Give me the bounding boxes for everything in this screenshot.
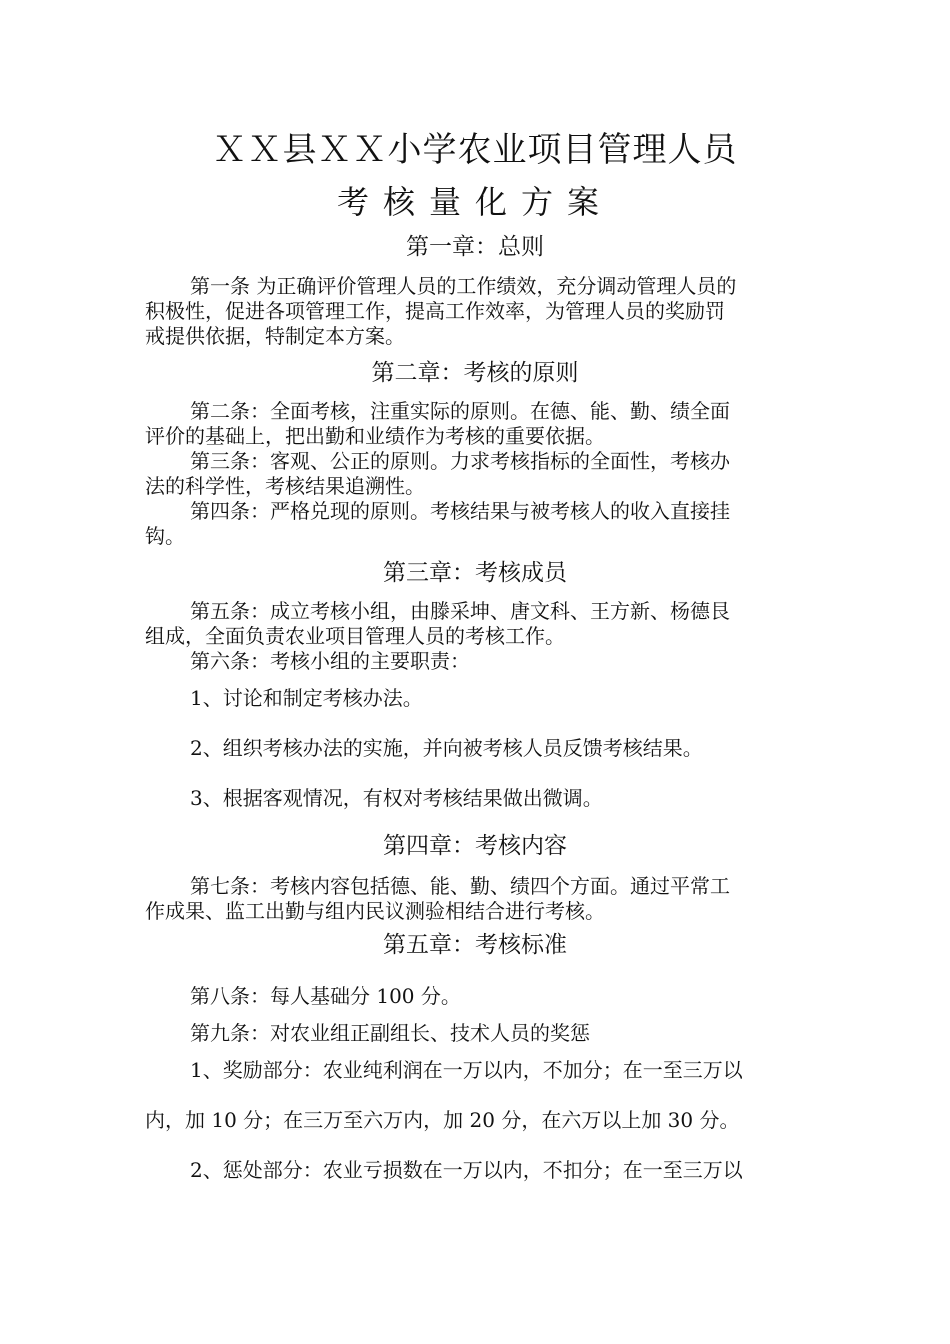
article-2-line-2: 评价的基础上，把出勤和业绩作为考核的重要依据。 [145,424,605,448]
chapter-5-heading: 第五章：考核标准 [383,932,567,958]
article-3-line-2: 法的科学性，考核结果追溯性。 [145,474,425,498]
article-5-line-2: 组成，全面负责农业项目管理人员的考核工作。 [145,624,565,648]
article-1-line-2: 积极性，促进各项管理工作，提高工作效率，为管理人员的奖励罚 [145,299,725,323]
article-1-line-1: 第一条 为正确评价管理人员的工作绩效，充分调动管理人员的 [190,274,737,298]
chapter-4-heading: 第四章：考核内容 [383,833,567,859]
document-title-line1: ＸＸ县ＸＸ小学农业项目管理人员 [212,130,738,170]
article-8-line-1: 第八条：每人基础分 100 分。 [190,984,461,1008]
article-9-line-1: 第九条：对农业组正副组长、技术人员的奖惩 [190,1021,590,1045]
article-9-item-2-line-1: 2、惩处部分：农业亏损数在一万以内，不扣分；在一至三万以 [190,1158,743,1182]
chapter-2-heading: 第二章：考核的原则 [371,360,579,386]
article-6-item-2: 2、组织考核办法的实施，并向被考核人员反馈考核结果。 [190,736,703,760]
chapter-1-heading: 第一章：总则 [406,234,544,260]
article-3-line-1: 第三条：客观、公正的原则。力求考核指标的全面性，考核办 [190,449,730,473]
article-7-line-1: 第七条：考核内容包括德、能、勤、绩四个方面。通过平常工 [190,874,730,898]
article-7-line-2: 作成果、监工出勤与组内民议测验相结合进行考核。 [145,899,605,923]
chapter-3-heading: 第三章：考核成员 [383,560,567,586]
article-4-line-2: 钩。 [145,524,185,548]
document-title-line2: 考核量化方案 [336,183,613,221]
article-4-line-1: 第四条：严格兑现的原则。考核结果与被考核人的收入直接挂 [190,499,730,523]
article-5-line-1: 第五条：成立考核小组，由滕采坤、唐文科、王方新、杨德艮 [190,599,730,623]
article-6-item-1: 1、讨论和制定考核办法。 [190,686,423,710]
article-6-item-3: 3、根据客观情况，有权对考核结果做出微调。 [190,786,603,810]
article-6-line-1: 第六条：考核小组的主要职责： [190,649,470,673]
article-9-item-1-line-2: 内，加 10 分；在三万至六万内，加 20 分，在六万以上加 30 分。 [145,1108,740,1132]
article-9-item-1-line-1: 1、奖励部分：农业纯利润在一万以内，不加分；在一至三万以 [190,1058,743,1082]
article-1-line-3: 戒提供依据，特制定本方案。 [145,324,405,348]
article-2-line-1: 第二条：全面考核，注重实际的原则。在德、能、勤、绩全面 [190,399,730,423]
